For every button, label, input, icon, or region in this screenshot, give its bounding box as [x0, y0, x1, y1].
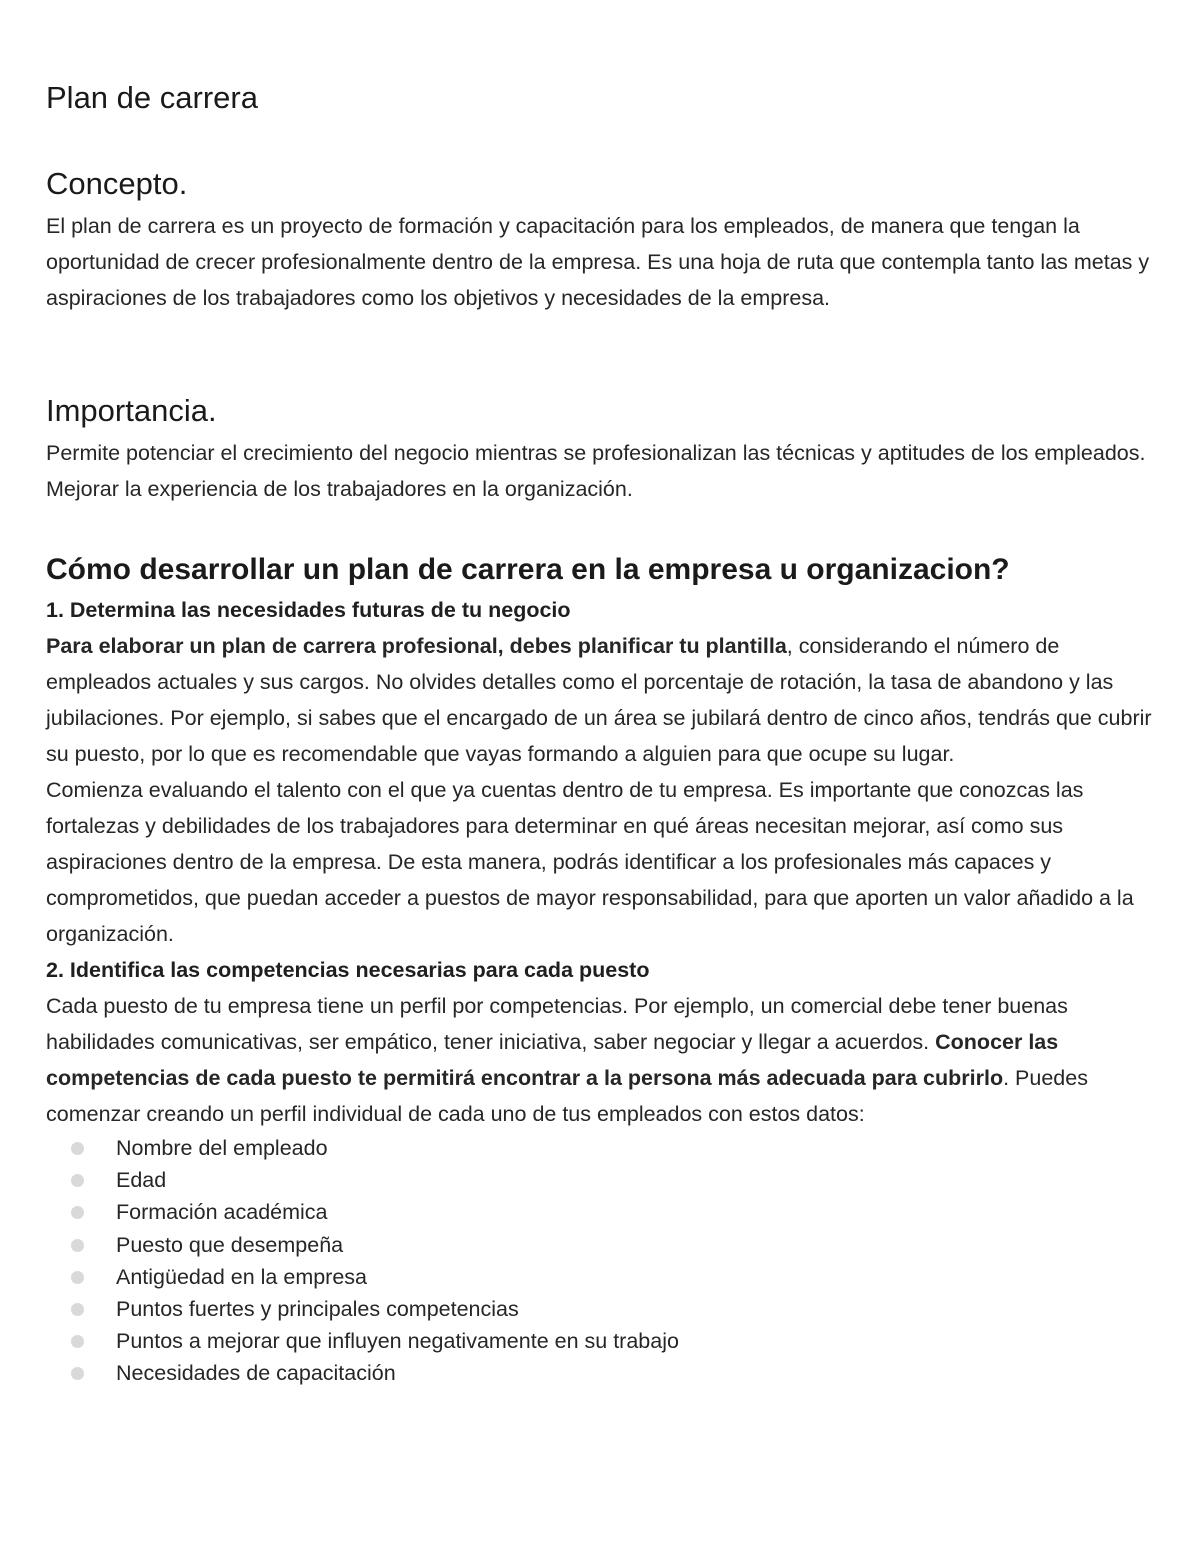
employee-data-list — [46, 1132, 1166, 1390]
list-item: Puntos a mejorar que influyen negativamente en su trabajo — [46, 1325, 1166, 1357]
list-item: Antigüedad en la empresa — [46, 1261, 1166, 1293]
step1-p1-bold: Para elaborar un plan de carrera profesional, debes planificar tu plantilla — [46, 634, 787, 658]
importancia-section — [46, 391, 1166, 507]
step2-p1-start: Cada puesto de tu empresa tiene un perfil por competencias. Por ejemplo, un comercial debe tener buenas habilidades comunicativas, ser empático, tener iniciativa, saber negociar y llegar a acuerdos. — [46, 994, 1068, 1054]
list-item: Puntos fuertes y principales competencias — [46, 1293, 1166, 1325]
list-item: Nombre del empleado — [46, 1132, 1166, 1164]
importancia-body: Permite potenciar el crecimiento del negocio mientras se profesionalizan las técnicas y aptitudes de los empleados. Mejorar la experiencia de los trabajadores en la organización. — [46, 441, 1146, 501]
concepto-heading: Concepto. — [46, 166, 188, 201]
desarrollo-heading: Cómo desarrollar un plan de carrera en la empresa u organizacion? — [46, 553, 1010, 586]
step1-paragraph-2: Comienza evaluando el talento con el que ya cuentas dentro de tu empresa. Es importante que conozcas las fortalezas y debilidades de los trabajadores para determinar en qué áreas necesitan mejorar, así como sus aspiraciones dentro de la empresa. De esta manera, podrás identificar a los profesionales más capaces y comprometidos, que puedan acceder a puestos de mayor responsabilidad, para que aporten un valor añadido a la organización. — [46, 778, 1134, 946]
bullet-icon — [71, 1367, 84, 1380]
desarrollo-section — [46, 550, 1166, 1390]
step1-p1-rest: , considerando el número de empleados actuales y sus cargos. No olvides detalles como el porcentaje de rotación, la tasa de abandono y las jubilaciones. Por ejemplo, si sabes que el encargado de un área se jubilará dentro de cinco años, tendrás que cubrir su puesto, por lo que es recomendable que vayas formando a alguien para que ocupe su lugar. — [46, 634, 1152, 766]
importancia-heading: Importancia. — [46, 393, 217, 428]
bullet-icon — [71, 1206, 84, 1219]
concepto-section — [46, 164, 1166, 316]
bullet-icon — [71, 1239, 84, 1252]
document-title: Plan de carrera — [46, 80, 258, 115]
bullet-icon — [71, 1335, 84, 1348]
bullet-icon — [71, 1142, 84, 1155]
step1-paragraph-1 — [46, 628, 1166, 772]
list-item: Necesidades de capacitación — [46, 1357, 1166, 1389]
list-item: Puesto que desempeña — [46, 1229, 1166, 1261]
step2-paragraph-1 — [46, 988, 1166, 1132]
concepto-body: El plan de carrera es un proyecto de formación y capacitación para los empleados, de manera que tengan la oportunidad de crecer profesionalmente dentro de la empresa. Es una hoja de ruta que contempla tanto las metas y aspiraciones de los trabajadores como los objetivos y necesidades de la empresa. — [46, 214, 1150, 310]
step2-title: 2. Identifica las competencias necesarias para cada puesto — [46, 958, 650, 982]
bullet-icon — [71, 1271, 84, 1284]
bullet-icon — [71, 1174, 84, 1187]
step1-title: 1. Determina las necesidades futuras de tu negocio — [46, 598, 571, 622]
step2-p1-bold: Conocer las competencias de cada puesto te permitirá encontrar a la persona más adecuada para cubrirlo — [46, 1030, 1059, 1090]
list-item: Edad — [46, 1164, 1166, 1196]
bullet-icon — [71, 1303, 84, 1316]
step2-p1-end: . Puedes comenzar creando un perfil individual de cada uno de tus empleados con estos datos: — [46, 1066, 1088, 1126]
list-item: Formación académica — [46, 1196, 1166, 1228]
